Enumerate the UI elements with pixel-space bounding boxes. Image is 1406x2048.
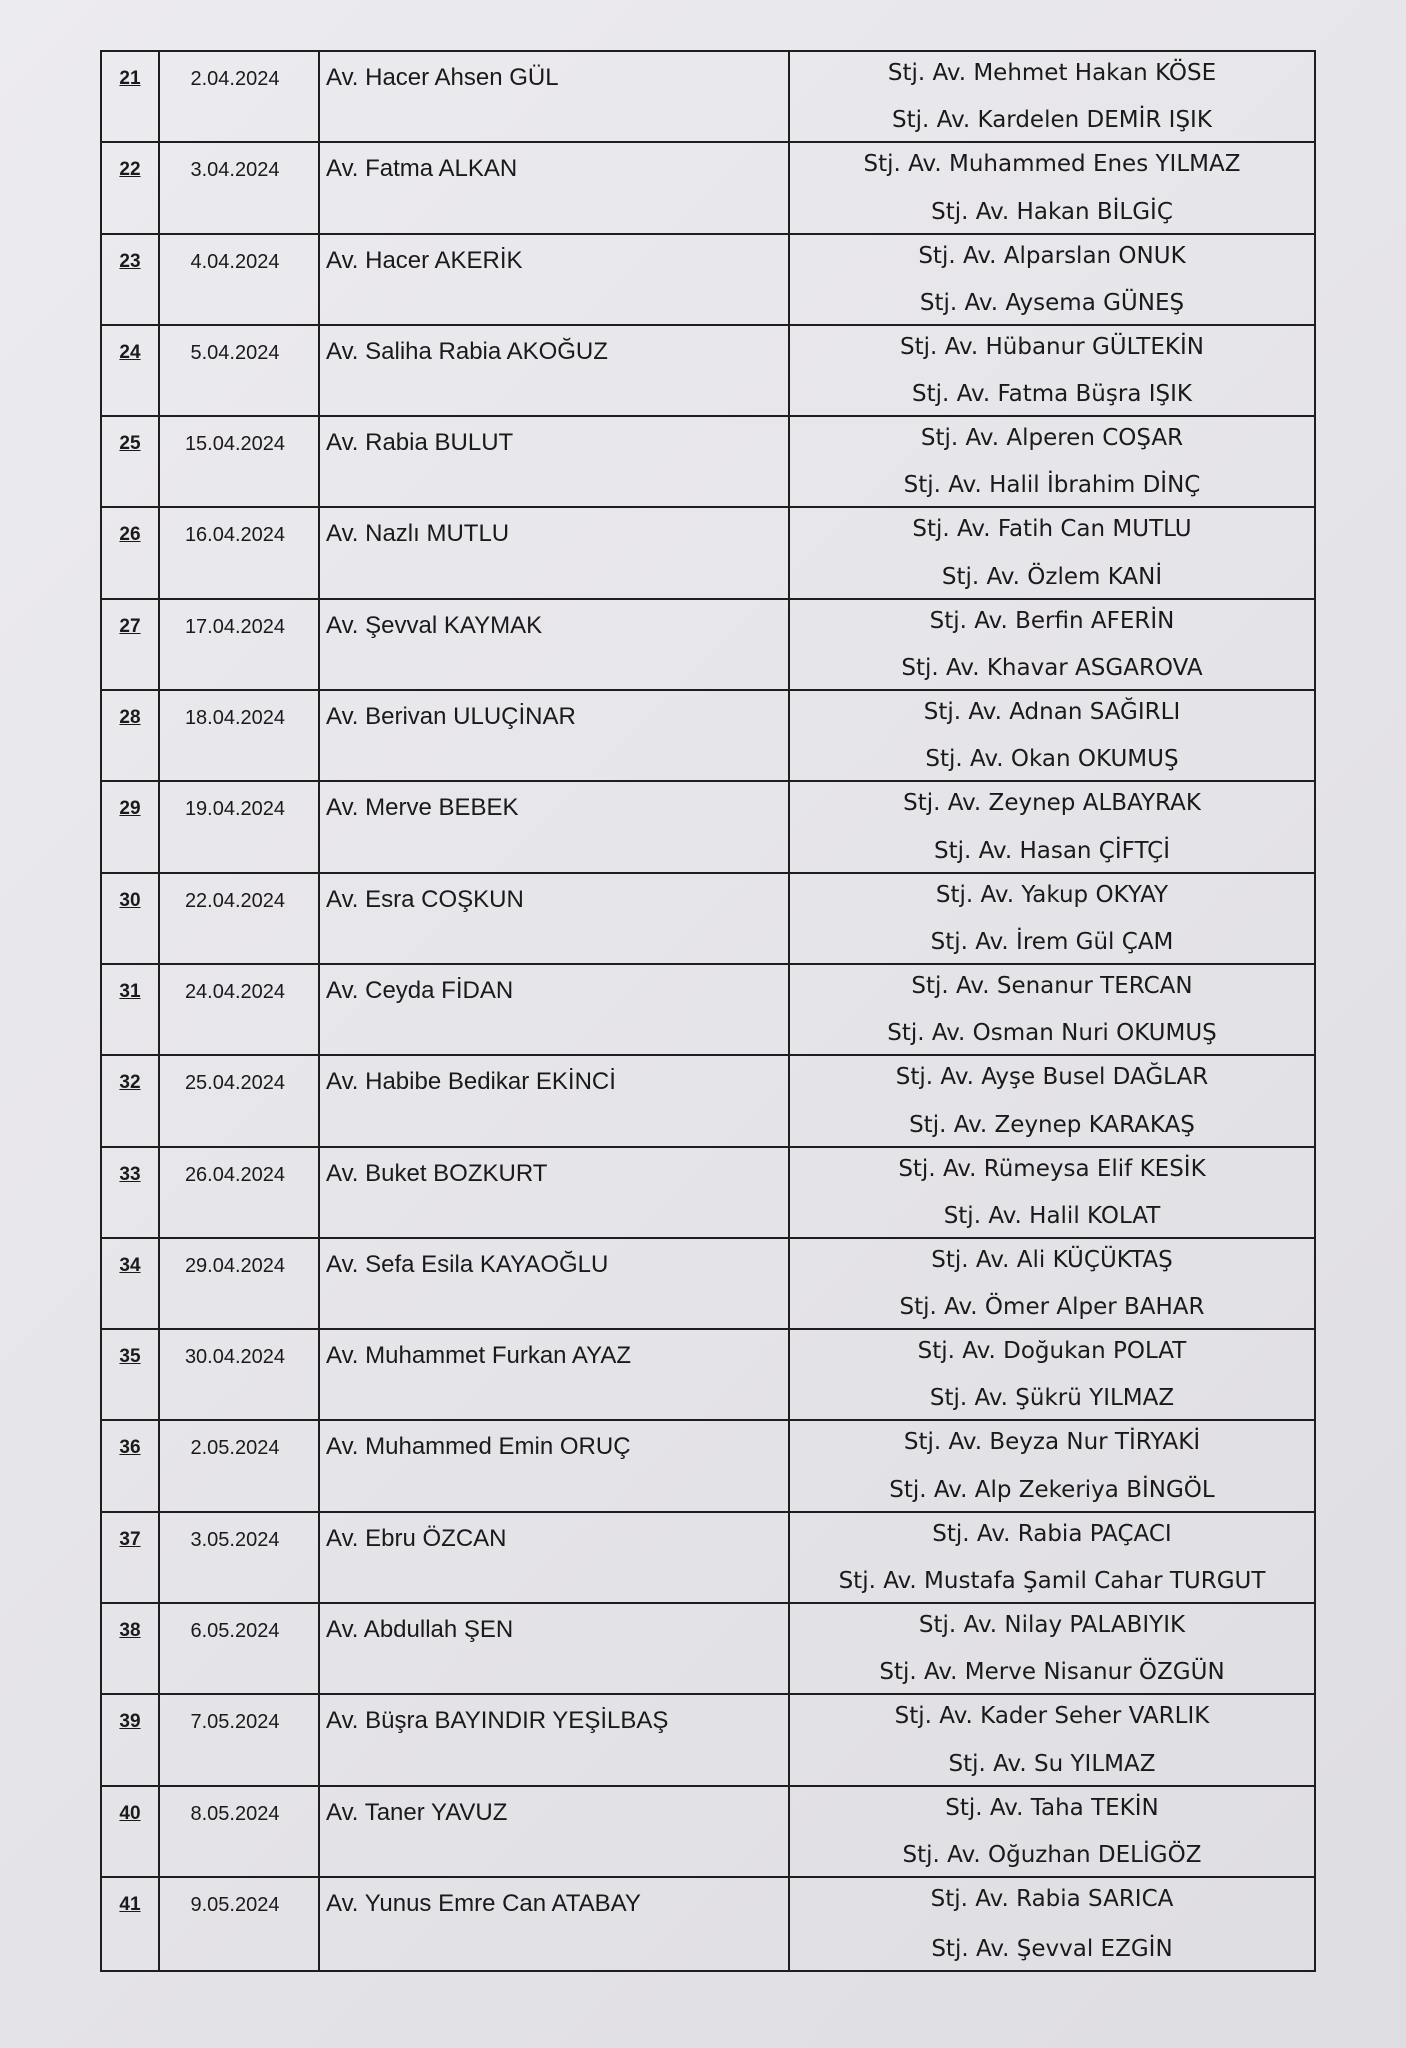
trainee-2: Stj. Av. Şükrü YILMAZ bbox=[929, 1385, 1175, 1412]
table-row bbox=[102, 1056, 1314, 1147]
row-number: 30 bbox=[102, 874, 160, 963]
trainee-1: Stj. Av. Senanur TERCAN bbox=[911, 972, 1193, 999]
table-row bbox=[102, 1421, 1314, 1512]
table-row bbox=[102, 52, 1314, 143]
row-date: 6.05.2024 bbox=[160, 1604, 320, 1693]
row-number: 35 bbox=[102, 1330, 160, 1419]
row-lawyer: Av. Taner YAVUZ bbox=[320, 1787, 790, 1876]
row-number: 28 bbox=[102, 691, 160, 780]
row-trainees bbox=[790, 1330, 1314, 1419]
row-trainees bbox=[790, 1239, 1314, 1328]
table-row bbox=[102, 1330, 1314, 1421]
trainee-2: Stj. Av. Okan OKUMUŞ bbox=[925, 746, 1179, 773]
row-date: 24.04.2024 bbox=[160, 965, 320, 1054]
trainee-1: Stj. Av. Ayşe Busel DAĞLAR bbox=[895, 1064, 1209, 1091]
trainee-2: Stj. Av. Ömer Alper BAHAR bbox=[899, 1294, 1205, 1321]
row-date: 3.05.2024 bbox=[160, 1513, 320, 1602]
row-trainees bbox=[790, 1604, 1314, 1693]
row-trainees bbox=[790, 1148, 1314, 1237]
row-number: 41 bbox=[102, 1878, 160, 1970]
trainee-2: Stj. Av. Kardelen DEMİR IŞIK bbox=[892, 107, 1212, 134]
row-number: 23 bbox=[102, 235, 160, 324]
table-row bbox=[102, 965, 1314, 1056]
trainee-2: Stj. Av. Hasan ÇİFTÇİ bbox=[933, 837, 1171, 864]
row-date: 25.04.2024 bbox=[160, 1056, 320, 1145]
row-trainees bbox=[790, 965, 1314, 1054]
trainee-1: Stj. Av. Muhammed Enes YILMAZ bbox=[863, 151, 1241, 178]
row-number: 33 bbox=[102, 1148, 160, 1237]
trainee-1: Stj. Av. Taha TEKİN bbox=[945, 1794, 1159, 1821]
row-lawyer: Av. Nazlı MUTLU bbox=[320, 508, 790, 597]
trainee-1: Stj. Av. Berfin AFERİN bbox=[929, 607, 1175, 634]
table-row bbox=[102, 417, 1314, 508]
trainee-1: Stj. Av. Rabia PAÇACI bbox=[932, 1520, 1172, 1547]
table-row bbox=[102, 1695, 1314, 1786]
trainee-1: Stj. Av. Alperen COŞAR bbox=[920, 425, 1184, 452]
row-date: 15.04.2024 bbox=[160, 417, 320, 506]
row-trainees bbox=[790, 874, 1314, 963]
row-number: 29 bbox=[102, 782, 160, 871]
row-date: 5.04.2024 bbox=[160, 326, 320, 415]
row-date: 9.05.2024 bbox=[160, 1878, 320, 1970]
trainee-2: Stj. Av. Özlem KANİ bbox=[941, 563, 1163, 590]
row-number: 32 bbox=[102, 1056, 160, 1145]
trainee-2: Stj. Av. Halil İbrahim DİNÇ bbox=[903, 472, 1201, 499]
row-trainees bbox=[790, 143, 1314, 232]
row-lawyer: Av. Abdullah ŞEN bbox=[320, 1604, 790, 1693]
trainee-2: Stj. Av. Fatma Büşra IŞIK bbox=[912, 381, 1192, 408]
trainee-2: Stj. Av. Hakan BİLGİÇ bbox=[931, 198, 1173, 225]
row-trainees bbox=[790, 1513, 1314, 1602]
trainee-1: Stj. Av. Nilay PALABIYIK bbox=[918, 1612, 1186, 1639]
row-number: 34 bbox=[102, 1239, 160, 1328]
row-lawyer: Av. Merve BEBEK bbox=[320, 782, 790, 871]
row-date: 18.04.2024 bbox=[160, 691, 320, 780]
trainee-1: Stj. Av. Alparslan ONUK bbox=[918, 242, 1186, 269]
trainee-2: Stj. Av. Khavar ASGAROVA bbox=[901, 655, 1203, 682]
trainee-1: Stj. Av. Mehmet Hakan KÖSE bbox=[887, 60, 1217, 86]
row-date: 26.04.2024 bbox=[160, 1148, 320, 1237]
table-row bbox=[102, 508, 1314, 599]
trainee-2: Stj. Av. Halil KOLAT bbox=[943, 1202, 1161, 1229]
trainee-1: Stj. Av. Hübanur GÜLTEKİN bbox=[900, 333, 1204, 360]
table-row bbox=[102, 1878, 1314, 1970]
row-date: 29.04.2024 bbox=[160, 1239, 320, 1328]
row-trainees bbox=[790, 417, 1314, 506]
row-date: 22.04.2024 bbox=[160, 874, 320, 963]
trainee-2: Stj. Av. Mustafa Şamil Cahar TURGUT bbox=[838, 1568, 1266, 1595]
trainee-1: Stj. Av. Rümeysa Elif KESİK bbox=[898, 1155, 1206, 1182]
trainee-1: Stj. Av. Yakup OKYAY bbox=[935, 881, 1169, 908]
trainee-2: Stj. Av. İrem Gül ÇAM bbox=[930, 928, 1174, 955]
table-row bbox=[102, 600, 1314, 691]
row-trainees bbox=[790, 600, 1314, 689]
table-row bbox=[102, 1239, 1314, 1330]
row-number: 39 bbox=[102, 1695, 160, 1784]
row-number: 21 bbox=[102, 52, 160, 141]
row-lawyer: Av. Muhammed Emin ORUÇ bbox=[320, 1421, 790, 1510]
row-lawyer: Av. Berivan ULUÇİNAR bbox=[320, 691, 790, 780]
trainee-2: Stj. Av. Şevval EZGİN bbox=[931, 1935, 1173, 1962]
row-date: 19.04.2024 bbox=[160, 782, 320, 871]
row-lawyer: Av. Muhammet Furkan AYAZ bbox=[320, 1330, 790, 1419]
row-lawyer: Av. Ebru ÖZCAN bbox=[320, 1513, 790, 1602]
table-row bbox=[102, 1148, 1314, 1239]
row-lawyer: Av. Hacer AKERİK bbox=[320, 235, 790, 324]
row-trainees bbox=[790, 1695, 1314, 1784]
row-number: 26 bbox=[102, 508, 160, 597]
row-lawyer: Av. Ceyda FİDAN bbox=[320, 965, 790, 1054]
row-number: 40 bbox=[102, 1787, 160, 1876]
row-number: 25 bbox=[102, 417, 160, 506]
table-row bbox=[102, 691, 1314, 782]
row-trainees bbox=[790, 326, 1314, 415]
table-row bbox=[102, 1604, 1314, 1695]
trainee-2: Stj. Av. Zeynep KARAKAŞ bbox=[909, 1111, 1195, 1138]
row-lawyer: Av. Habibe Bedikar EKİNCİ bbox=[320, 1056, 790, 1145]
trainee-1: Stj. Av. Beyza Nur TİRYAKİ bbox=[903, 1429, 1201, 1456]
row-trainees bbox=[790, 782, 1314, 871]
row-date: 8.05.2024 bbox=[160, 1787, 320, 1876]
row-lawyer: Av. Yunus Emre Can ATABAY bbox=[320, 1878, 790, 1970]
table-row bbox=[102, 874, 1314, 965]
table-row bbox=[102, 1787, 1314, 1878]
row-lawyer: Av. Şevval KAYMAK bbox=[320, 600, 790, 689]
row-lawyer: Av. Saliha Rabia AKOĞUZ bbox=[320, 326, 790, 415]
trainee-2: Stj. Av. Oğuzhan DELİGÖZ bbox=[902, 1841, 1202, 1868]
row-lawyer: Av. Rabia BULUT bbox=[320, 417, 790, 506]
row-date: 17.04.2024 bbox=[160, 600, 320, 689]
trainee-1: Stj. Av. Fatih Can MUTLU bbox=[912, 516, 1192, 543]
row-trainees bbox=[790, 508, 1314, 597]
trainee-2: Stj. Av. Alp Zekeriya BİNGÖL bbox=[889, 1476, 1215, 1503]
row-date: 16.04.2024 bbox=[160, 508, 320, 597]
row-lawyer: Av. Esra COŞKUN bbox=[320, 874, 790, 963]
trainee-1: Stj. Av. Kader Seher VARLIK bbox=[894, 1703, 1210, 1730]
row-date: 30.04.2024 bbox=[160, 1330, 320, 1419]
row-lawyer: Av. Fatma ALKAN bbox=[320, 143, 790, 232]
row-lawyer: Av. Büşra BAYINDIR YEŞİLBAŞ bbox=[320, 1695, 790, 1784]
table-row bbox=[102, 782, 1314, 873]
duty-roster-table bbox=[100, 50, 1316, 1972]
row-number: 22 bbox=[102, 143, 160, 232]
row-number: 24 bbox=[102, 326, 160, 415]
trainee-1: Stj. Av. Rabia SARICA bbox=[930, 1885, 1174, 1912]
row-number: 27 bbox=[102, 600, 160, 689]
row-number: 31 bbox=[102, 965, 160, 1054]
table-row bbox=[102, 235, 1314, 326]
table-row bbox=[102, 143, 1314, 234]
row-date: 2.05.2024 bbox=[160, 1421, 320, 1510]
row-trainees bbox=[790, 1787, 1314, 1876]
trainee-2: Stj. Av. Osman Nuri OKUMUŞ bbox=[887, 1020, 1217, 1047]
row-trainees bbox=[790, 235, 1314, 324]
row-trainees bbox=[790, 1056, 1314, 1145]
row-number: 37 bbox=[102, 1513, 160, 1602]
row-lawyer: Av. Sefa Esila KAYAOĞLU bbox=[320, 1239, 790, 1328]
trainee-1: Stj. Av. Ali KÜÇÜKTAŞ bbox=[931, 1246, 1173, 1273]
row-trainees bbox=[790, 1421, 1314, 1510]
row-date: 4.04.2024 bbox=[160, 235, 320, 324]
trainee-1: Stj. Av. Zeynep ALBAYRAK bbox=[903, 790, 1201, 817]
table-row bbox=[102, 1513, 1314, 1604]
trainee-2: Stj. Av. Aysema GÜNEŞ bbox=[919, 289, 1185, 316]
row-lawyer: Av. Hacer Ahsen GÜL bbox=[320, 52, 790, 141]
row-trainees bbox=[790, 691, 1314, 780]
row-trainees bbox=[790, 52, 1314, 141]
row-date: 7.05.2024 bbox=[160, 1695, 320, 1784]
row-number: 38 bbox=[102, 1604, 160, 1693]
row-lawyer: Av. Buket BOZKURT bbox=[320, 1148, 790, 1237]
trainee-2: Stj. Av. Su YILMAZ bbox=[948, 1750, 1156, 1777]
row-trainees bbox=[790, 1878, 1314, 1970]
trainee-1: Stj. Av. Adnan SAĞIRLI bbox=[923, 699, 1181, 726]
trainee-2: Stj. Av. Merve Nisanur ÖZGÜN bbox=[879, 1659, 1225, 1686]
trainee-1: Stj. Av. Doğukan POLAT bbox=[917, 1338, 1187, 1365]
row-date: 3.04.2024 bbox=[160, 143, 320, 232]
table-row bbox=[102, 326, 1314, 417]
row-number: 36 bbox=[102, 1421, 160, 1510]
row-date: 2.04.2024 bbox=[160, 52, 320, 141]
